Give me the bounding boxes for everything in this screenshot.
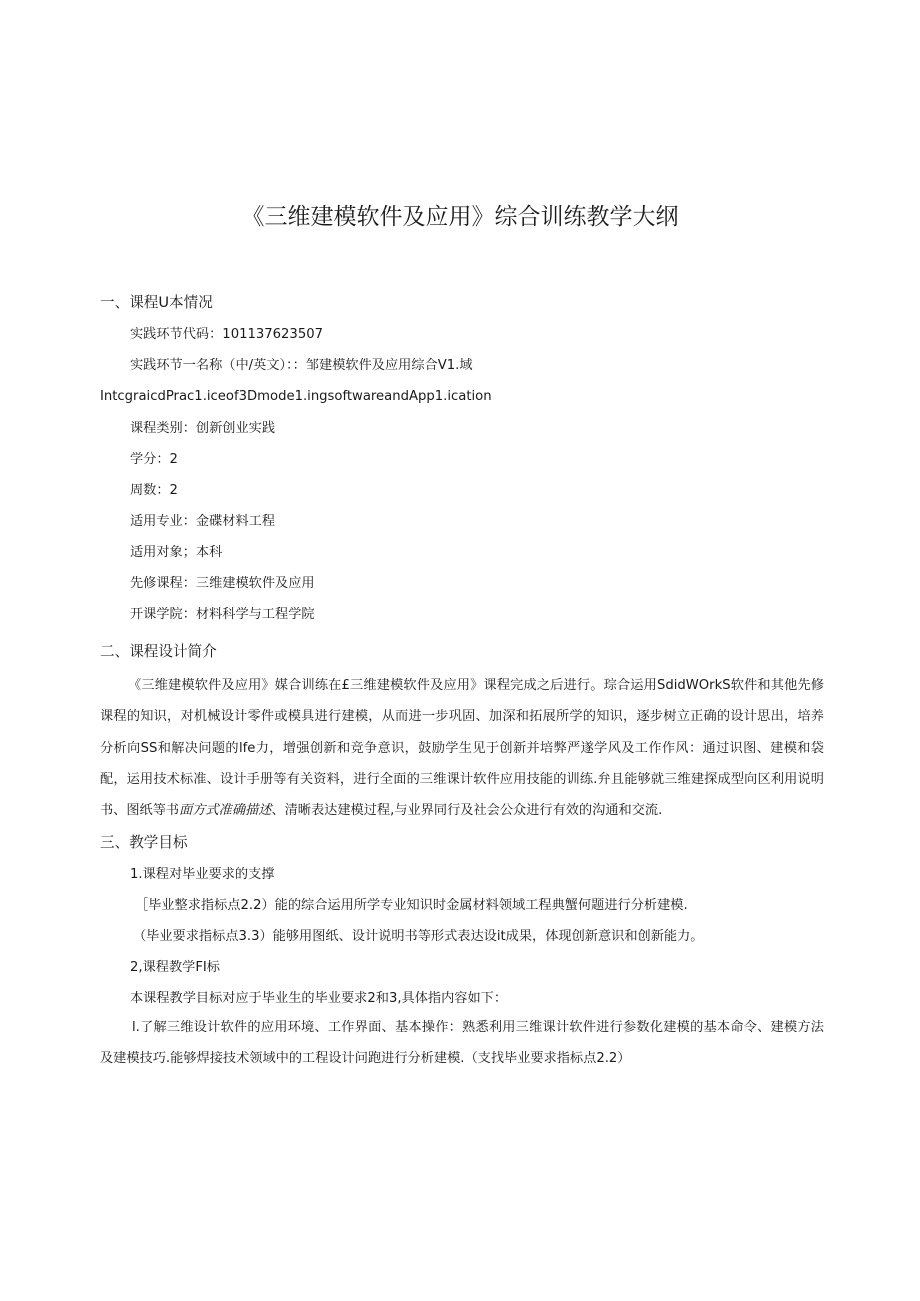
practice-code: 实践环节代码：101137623507 (130, 327, 323, 342)
applicable-major: 适用专业：金碟材料工程 (130, 514, 276, 529)
requirement-2-2: ［毕业整求指标点2.2）能的综合运用所学专业知识时金属材料领域工程典蟹何题进行分析建模. (135, 898, 688, 913)
intro-text-start: 《三维建模软件及应用》媒合训练在£三维建模软件及应用》课程完成之后进行。琮合运用SdidWOrkS软件和其他先修课程的知识，对机械设计零件或模具进行建模，从而进一步巩固、加深和拓展所学的知识，逐步树立正确的设计思出，培养分析向SS和解决问题的lfe力，增强创新和竞争意识，鼓励学生见于创新并培弊严遂学风及工作作风：通过识图、建模和袋配，运用技术标准、设计手册等有关资料，进行全面的三维课计软件应用技能的训练.弁且能够就三维建探成型向区利用说明书、图纸等书 (100, 678, 824, 819)
section-3-heading: 三、教学目标 (100, 834, 188, 851)
section-2-heading: 二、课程设计简介 (100, 643, 217, 660)
intro-text-end: 、清晰表达建模过程,与业界同行及社会公众进行有效的沟通和交流. (271, 803, 663, 819)
course-weeks: 周数：2 (130, 483, 178, 498)
course-design-intro (100, 670, 824, 826)
graduation-support-subheading: 1.课程对毕业要求的支撑 (130, 867, 275, 882)
course-category: 课程类别：创新创业实践 (130, 421, 276, 436)
practice-name-en: IntcgraicdPrac1.iceof3Dmode1.ingsoftwareandApp1.ication (100, 389, 492, 404)
practice-name-cn: 实践环节一名称（中/英文）：：邹建模软件及应用综合V1.域 (130, 358, 473, 373)
applicable-audience: 适用对象；本科 (130, 545, 223, 560)
offering-college: 开课学院：材料科学与工程学院 (130, 607, 315, 622)
section-1-heading: 一、课程U本情况 (100, 294, 213, 311)
teaching-goals-subheading: 2,课程教学FI标 (130, 960, 220, 975)
intro-text-italic: 面方式准确描述 (179, 803, 272, 819)
teaching-goals-intro: 本课程教学目标对应于毕业生的毕业要求2和3,具体指内容如下： (130, 991, 508, 1006)
requirement-3-3: （毕业要求指标点3.3）能够用图纸、设计说明书等形式表达设it成果，体现创新意识和创新能力。 (133, 929, 704, 944)
teaching-goal-1: l.了解三维设计软件的应用环境、工作界面、基本操作：熟悉利用三维课计软件进行参数化建模的基本命令、建模方法及建模技巧.能够焊接技术领域中的工程设计问跑进行分析建模.（支找毕业要求指标点2.2） (100, 1020, 824, 1067)
course-credits: 学分：2 (130, 452, 178, 467)
prerequisite-course: 先修课程：三维建模软件及应用 (130, 576, 315, 591)
document-title: 《三维建模软件及应用》综合训练教学大纲 (241, 204, 679, 230)
